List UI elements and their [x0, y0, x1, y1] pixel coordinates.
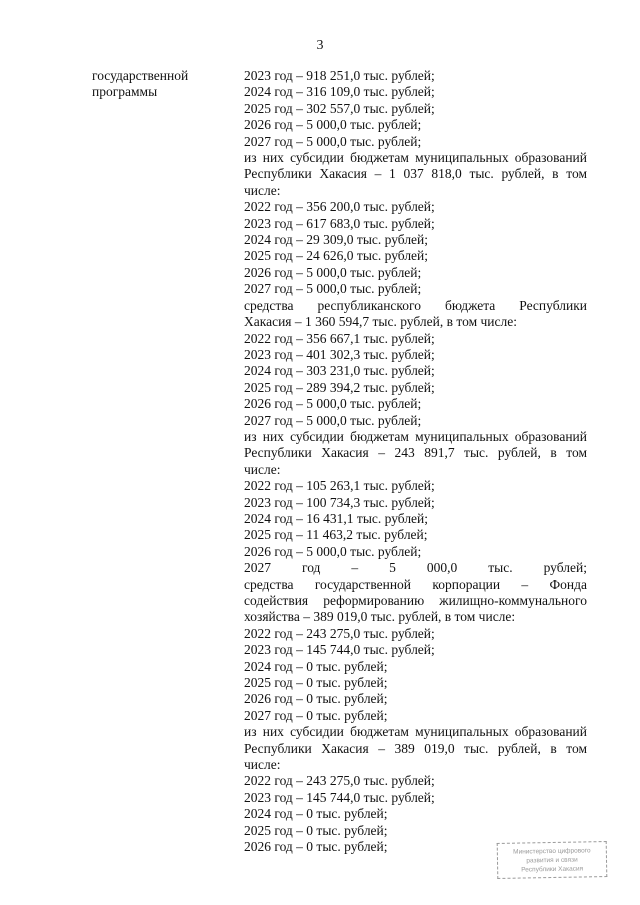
funding-line: 2026 год – 5 000,0 тыс. рублей;: [244, 264, 422, 280]
funding-line: 2023 год – 145 744,0 тыс. рублей;: [244, 642, 435, 658]
funding-line: средства республиканского бюджета Республики: [244, 297, 587, 313]
funding-line: 2024 год – 16 431,1 тыс. рублей;: [244, 510, 429, 526]
funding-line: 2023 год – 145 744,0 тыс. рублей;: [244, 789, 435, 805]
funding-line: числе:: [244, 461, 281, 477]
funding-line: 2025 год – 302 557,0 тыс. рублей;: [244, 100, 435, 116]
funding-line: 2025 год – 289 394,2 тыс. рублей;: [244, 379, 435, 395]
funding-line: Хакасия – 1 360 594,7 тыс. рублей, в том числе:: [244, 314, 517, 330]
section-label: [92, 68, 232, 101]
funding-line: хозяйства – 389 019,0 тыс. рублей, в том числе:: [244, 609, 516, 625]
funding-line: 2026 год – 5 000,0 тыс. рублей;: [244, 543, 422, 559]
registration-stamp: Министерство цифрового развития и связи Республики Хакасия: [497, 841, 608, 879]
funding-line: Республики Хакасия – 243 891,7 тыс. рублей, в том: [244, 445, 587, 461]
funding-line: из них субсидии бюджетам муниципальных образований: [244, 724, 587, 740]
funding-line: числе:: [244, 757, 281, 773]
funding-line: 2027 год – 5 000,0 тыс. рублей;: [244, 412, 422, 428]
funding-line: 2026 год – 0 тыс. рублей;: [244, 691, 388, 707]
funding-line: 2025 год – 11 463,2 тыс. рублей;: [244, 527, 428, 543]
funding-line: 2024 год – 0 тыс. рублей;: [244, 658, 388, 674]
funding-line: 2025 год – 24 626,0 тыс. рублей;: [244, 248, 429, 264]
funding-line: 2025 год – 0 тыс. рублей;: [244, 675, 388, 691]
funding-line: 2027 год – 5 000,0 тыс. рублей;: [244, 560, 587, 576]
page-number: 3: [316, 38, 324, 53]
funding-line: 2023 год – 401 302,3 тыс. рублей;: [244, 346, 435, 362]
funding-line: 2026 год – 5 000,0 тыс. рублей;: [244, 117, 422, 133]
funding-line: 2025 год – 0 тыс. рублей;: [244, 822, 388, 838]
funding-line: 2027 год – 5 000,0 тыс. рублей;: [244, 133, 422, 149]
funding-details: [244, 68, 587, 856]
funding-line: 2026 год – 5 000,0 тыс. рублей;: [244, 396, 422, 412]
funding-line: 2023 год – 918 251,0 тыс. рублей;: [244, 68, 435, 83]
funding-line: 2022 год – 243 275,0 тыс. рублей;: [244, 625, 435, 641]
funding-line: из них субсидии бюджетам муниципальных образований: [244, 150, 587, 166]
funding-line: 2027 год – 0 тыс. рублей;: [244, 707, 388, 723]
funding-line: 2024 год – 316 109,0 тыс. рублей;: [244, 84, 435, 100]
funding-line: 2022 год – 243 275,0 тыс. рублей;: [244, 773, 435, 789]
section-label-line: программы: [92, 84, 158, 100]
funding-line: числе:: [244, 182, 281, 198]
funding-line: 2026 год – 0 тыс. рублей;: [244, 839, 388, 855]
funding-line: 2024 год – 303 231,0 тыс. рублей;: [244, 363, 435, 379]
funding-line: из них субсидии бюджетам муниципальных образований: [244, 428, 587, 444]
funding-line: 2022 год – 105 263,1 тыс. рублей;: [244, 478, 435, 494]
funding-line: 2023 год – 100 734,3 тыс. рублей;: [244, 494, 435, 510]
funding-line: 2027 год – 5 000,0 тыс. рублей;: [244, 281, 422, 297]
funding-line: 2024 год – 0 тыс. рублей;: [244, 806, 388, 822]
funding-line: 2022 год – 356 667,1 тыс. рублей;: [244, 330, 435, 346]
funding-line: 2022 год – 356 200,0 тыс. рублей;: [244, 199, 435, 215]
section-label-line: государственной: [92, 68, 189, 83]
funding-line: Республики Хакасия – 389 019,0 тыс. рублей, в том: [244, 740, 587, 756]
funding-line: Республики Хакасия – 1 037 818,0 тыс. рублей, в том: [244, 166, 587, 182]
funding-line: 2024 год – 29 309,0 тыс. рублей;: [244, 232, 429, 248]
funding-line: средства государственной корпорации – Фонда: [244, 576, 587, 592]
funding-line: 2023 год – 617 683,0 тыс. рублей;: [244, 215, 435, 231]
funding-line: содействия реформированию жилищно-коммунального: [244, 593, 587, 608]
